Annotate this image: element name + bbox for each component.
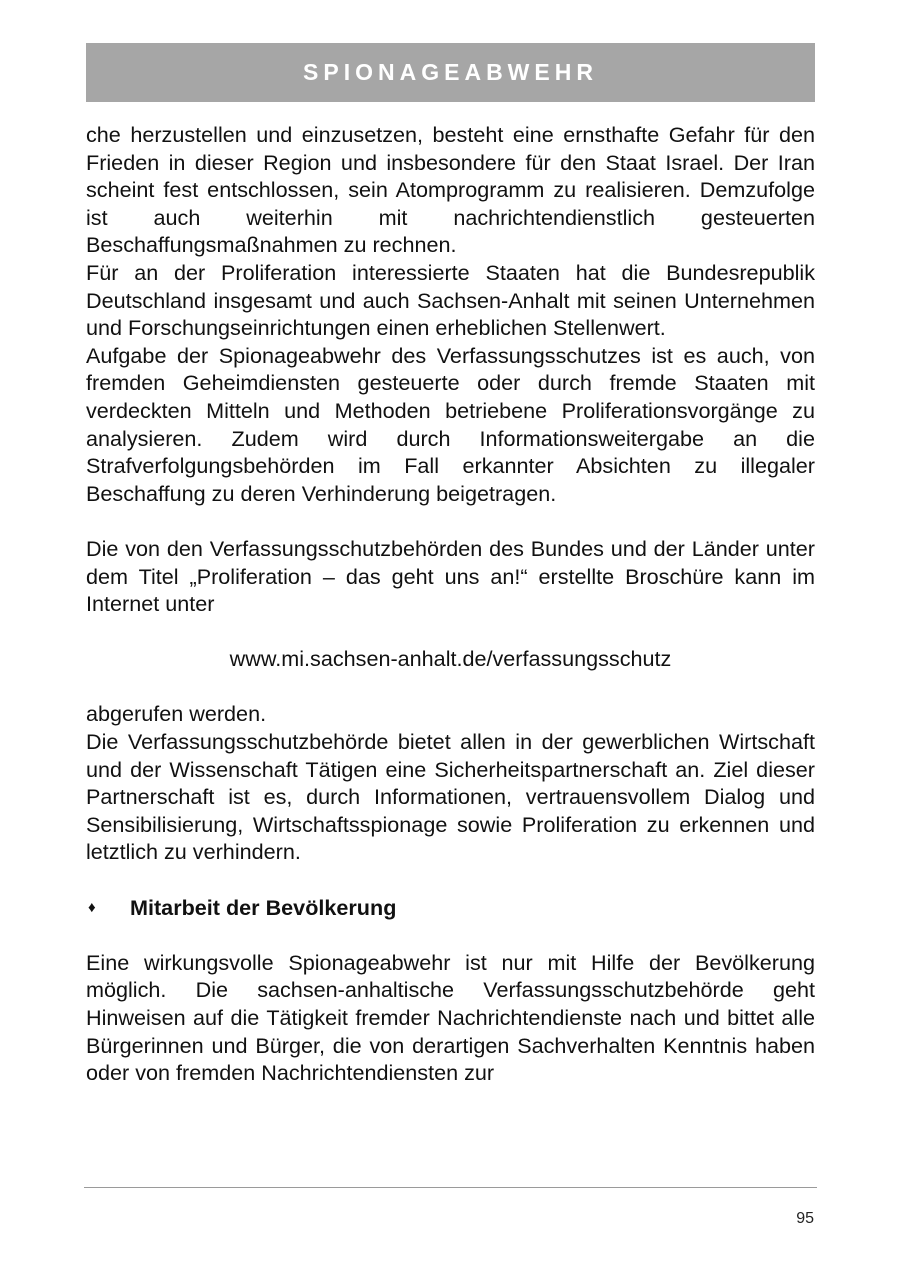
paragraph-spacer (86, 673, 815, 701)
section-heading-text: Mitarbeit der Bevölkerung (130, 894, 397, 920)
section-heading (86, 894, 815, 922)
paragraph-5: abgerufen werden. (86, 701, 267, 727)
page-number: 95 (796, 1210, 814, 1227)
paragraph-7: Eine wirkungsvolle Spionageabwehr ist nur mit Hilfe der Bevölkerung möglich. Die sachsen-anhaltische Verfassungsschutzbehörde geht Hinweisen auf die Tätigkeit fremder Nachrichtendienste nach und bittet alle Bürgerinnen und Bürger, die von derartigen Sachverhalten Kenntnis haben oder von fremden Nachrichtendiensten zur (86, 949, 815, 1086)
chapter-header-bar (86, 43, 815, 102)
paragraph-spacer (86, 921, 815, 949)
paragraph-3: Aufgabe der Spionageabwehr des Verfassungsschutzes ist es auch, von fremden Geheimdiensten gesteuerte oder durch fremde Staaten mit verdeckten Mitteln und Methoden betriebene Proliferationsvorgänge zu analysieren. Zudem wird durch Informationsweitergabe an die Strafverfolgungsbehörden im Fall erkannter Absichten zu illegaler Beschaffung zu deren Verhinderung beigetragen. (86, 342, 815, 506)
page-body (86, 121, 815, 1087)
paragraph-spacer (86, 618, 815, 646)
paragraph-spacer (86, 507, 815, 535)
diamond-bullet-icon: ♦ (88, 898, 96, 916)
paragraph-1: che herzustellen und einzusetzen, besteht eine ernsthafte Gefahr für den Frieden in dieser Region und insbesondere für den Staat Israel. Der Iran scheint fest entschlossen, sein Atomprogramm zu realisieren. Demzufolge ist auch weiterhin mit nachrichtendienstlich gesteuerten Beschaffungsmaßnahmen zu rechnen. (86, 122, 815, 258)
paragraph-2: Für an der Proliferation interessierte Staaten hat die Bundesrepublik Deutschland insgesamt und auch Sachsen-Anhalt mit seinen Unternehmen und Forschungseinrichtungen einen erheblichen Stellenwert. (86, 259, 815, 341)
brochure-url: www.mi.sachsen-anhalt.de/verfassungsschutz (229, 646, 672, 672)
paragraph-4: Die von den Verfassungsschutzbehörden des Bundes und der Länder unter dem Titel „Proliferation – das geht uns an!“ erstellte Broschüre kann im Internet unter (86, 535, 815, 617)
chapter-title: SPIONAGEABWEHR (303, 59, 598, 85)
paragraph-spacer (86, 866, 815, 894)
footer-divider (84, 1187, 817, 1188)
paragraph-6: Die Verfassungsschutzbehörde bietet allen in der gewerblichen Wirtschaft und der Wissenschaft Tätigen eine Sicherheitspartnerschaft an. Ziel dieser Partnerschaft ist es, durch Informationen, vertrauensvollem Dialog und Sensibilisierung, Wirtschaftsspionage sowie Proliferation zu erkennen und letztlich zu verhindern. (86, 729, 815, 865)
